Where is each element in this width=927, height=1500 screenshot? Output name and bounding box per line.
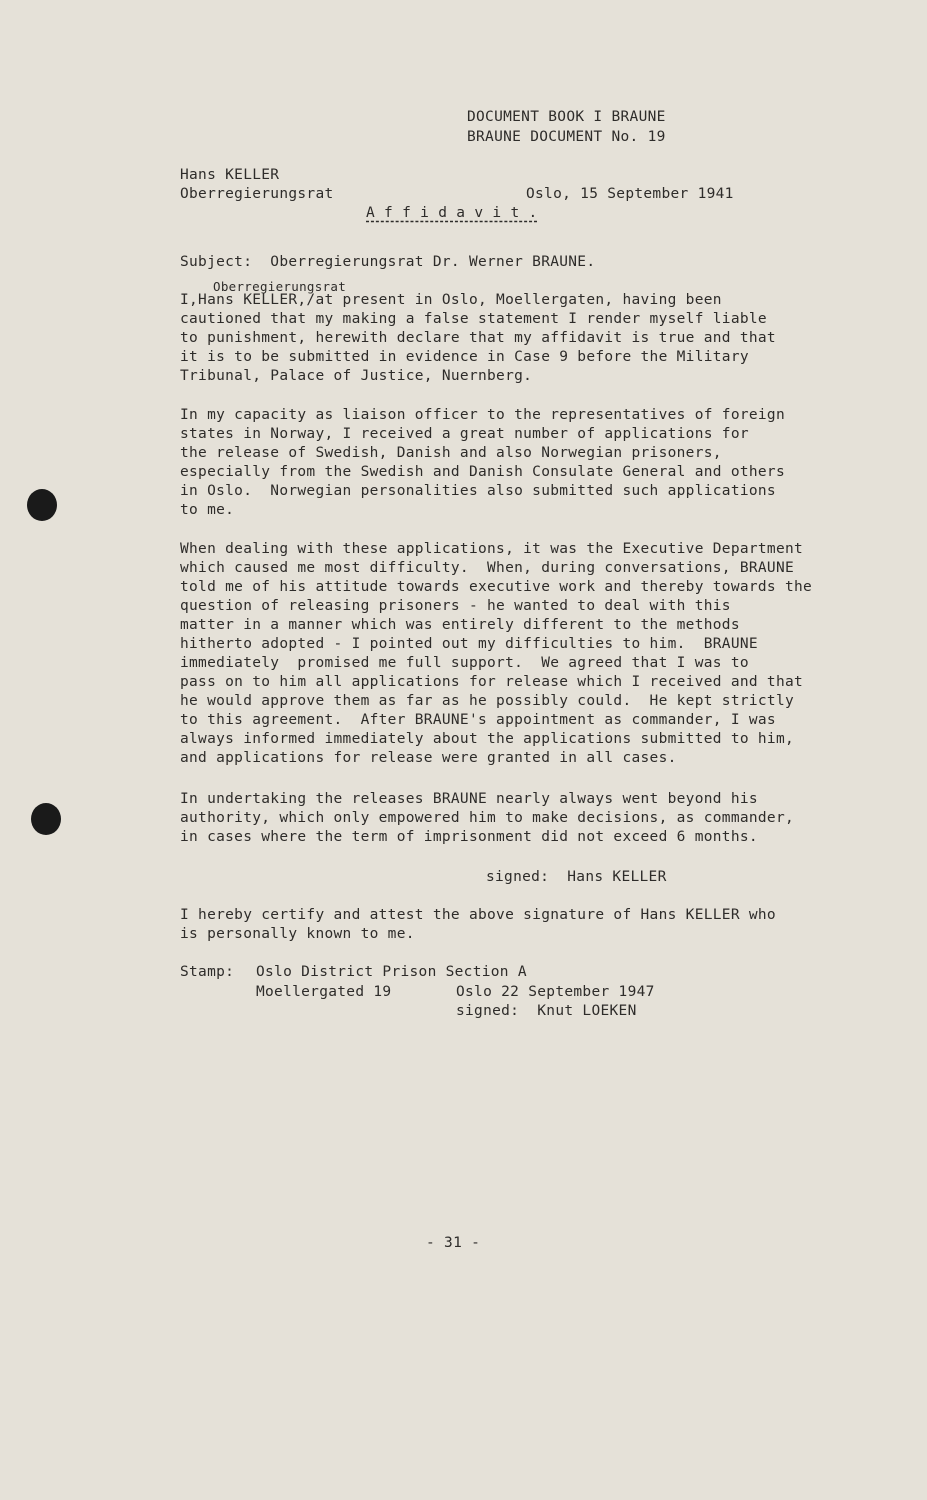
- text-line: and applications for release were granted in all cases.: [180, 750, 677, 766]
- text-line: in Oslo. Norwegian personalities also submitted such applications: [180, 483, 776, 499]
- text-line: When dealing with these applications, it was the Executive Department: [180, 541, 804, 557]
- text-line: to this agreement. After BRAUNE's appointment as commander, I was: [180, 712, 776, 728]
- stamp-label: Stamp:: [180, 964, 235, 980]
- stamp-date: Oslo 22 September 1947: [456, 984, 655, 1000]
- punch-hole-top: [27, 489, 57, 521]
- text-line: told me of his attitude towards executive work and thereby towards the: [180, 579, 813, 595]
- text-line: matter in a manner which was entirely different to the methods: [180, 617, 740, 633]
- handwritten-insertion: Oberregierungsrat: [213, 279, 347, 294]
- punch-hole-bottom: [31, 803, 61, 835]
- header-line-1: DOCUMENT BOOK I BRAUNE: [467, 109, 666, 125]
- text-line: the release of Swedish, Danish and also Norwegian prisoners,: [180, 445, 722, 461]
- stamp-line-1: Oslo District Prison Section A: [256, 964, 527, 980]
- text-line: which caused me most difficulty. When, during conversations, BRAUNE: [180, 560, 795, 576]
- text-line: question of releasing prisoners - he wanted to deal with this: [180, 598, 731, 614]
- text-line: cautioned that my making a false statement I render myself liable: [180, 311, 767, 327]
- affiant-rank: Oberregierungsrat: [180, 186, 334, 202]
- text-line: to me.: [180, 502, 235, 518]
- text-line: is personally known to me.: [180, 926, 415, 942]
- text-line: immediately promised me full support. We agreed that I was to: [180, 655, 749, 671]
- stamp-signed: signed: Knut LOEKEN: [456, 1003, 637, 1019]
- document-title: A f f i d a v i t .: [366, 205, 538, 221]
- text-line: I hereby certify and attest the above signature of Hans KELLER who: [180, 907, 776, 923]
- subject-line: Subject: Oberregierungsrat Dr. Werner BRAUNE.: [180, 254, 596, 270]
- text-line: I,Hans KELLER,/at present in Oslo, Moellergaten, having been: [180, 292, 722, 308]
- header-line-2: BRAUNE DOCUMENT No. 19: [467, 129, 666, 145]
- place-date: Oslo, 15 September 1941: [526, 186, 734, 202]
- text-line: In undertaking the releases BRAUNE nearly always went beyond his: [180, 791, 758, 807]
- text-line: always informed immediately about the applications submitted to him,: [180, 731, 795, 747]
- affiant-name: Hans KELLER: [180, 167, 280, 183]
- text-line: especially from the Swedish and Danish Consulate General and others: [180, 464, 785, 480]
- page-number: - 31 -: [426, 1235, 481, 1251]
- text-line: to punishment, herewith declare that my affidavit is true and that: [180, 330, 776, 346]
- text-line: authority, which only empowered him to make decisions, as commander,: [180, 810, 795, 826]
- text-line: in cases where the term of imprisonment did not exceed 6 months.: [180, 829, 758, 845]
- text-line: hitherto adopted - I pointed out my difficulties to him. BRAUNE: [180, 636, 758, 652]
- text-line: states in Norway, I received a great number of applications for: [180, 426, 749, 442]
- signature-line: signed: Hans KELLER: [486, 869, 667, 885]
- text-line: he would approve them as far as he possibly could. He kept strictly: [180, 693, 795, 709]
- text-line: In my capacity as liaison officer to the representatives of foreign: [180, 407, 785, 423]
- text-line: it is to be submitted in evidence in Case 9 before the Military: [180, 349, 749, 365]
- text-line: Tribunal, Palace of Justice, Nuernberg.: [180, 368, 533, 384]
- text-line: pass on to him all applications for release which I received and that: [180, 674, 804, 690]
- stamp-address: Moellergated 19: [256, 984, 392, 1000]
